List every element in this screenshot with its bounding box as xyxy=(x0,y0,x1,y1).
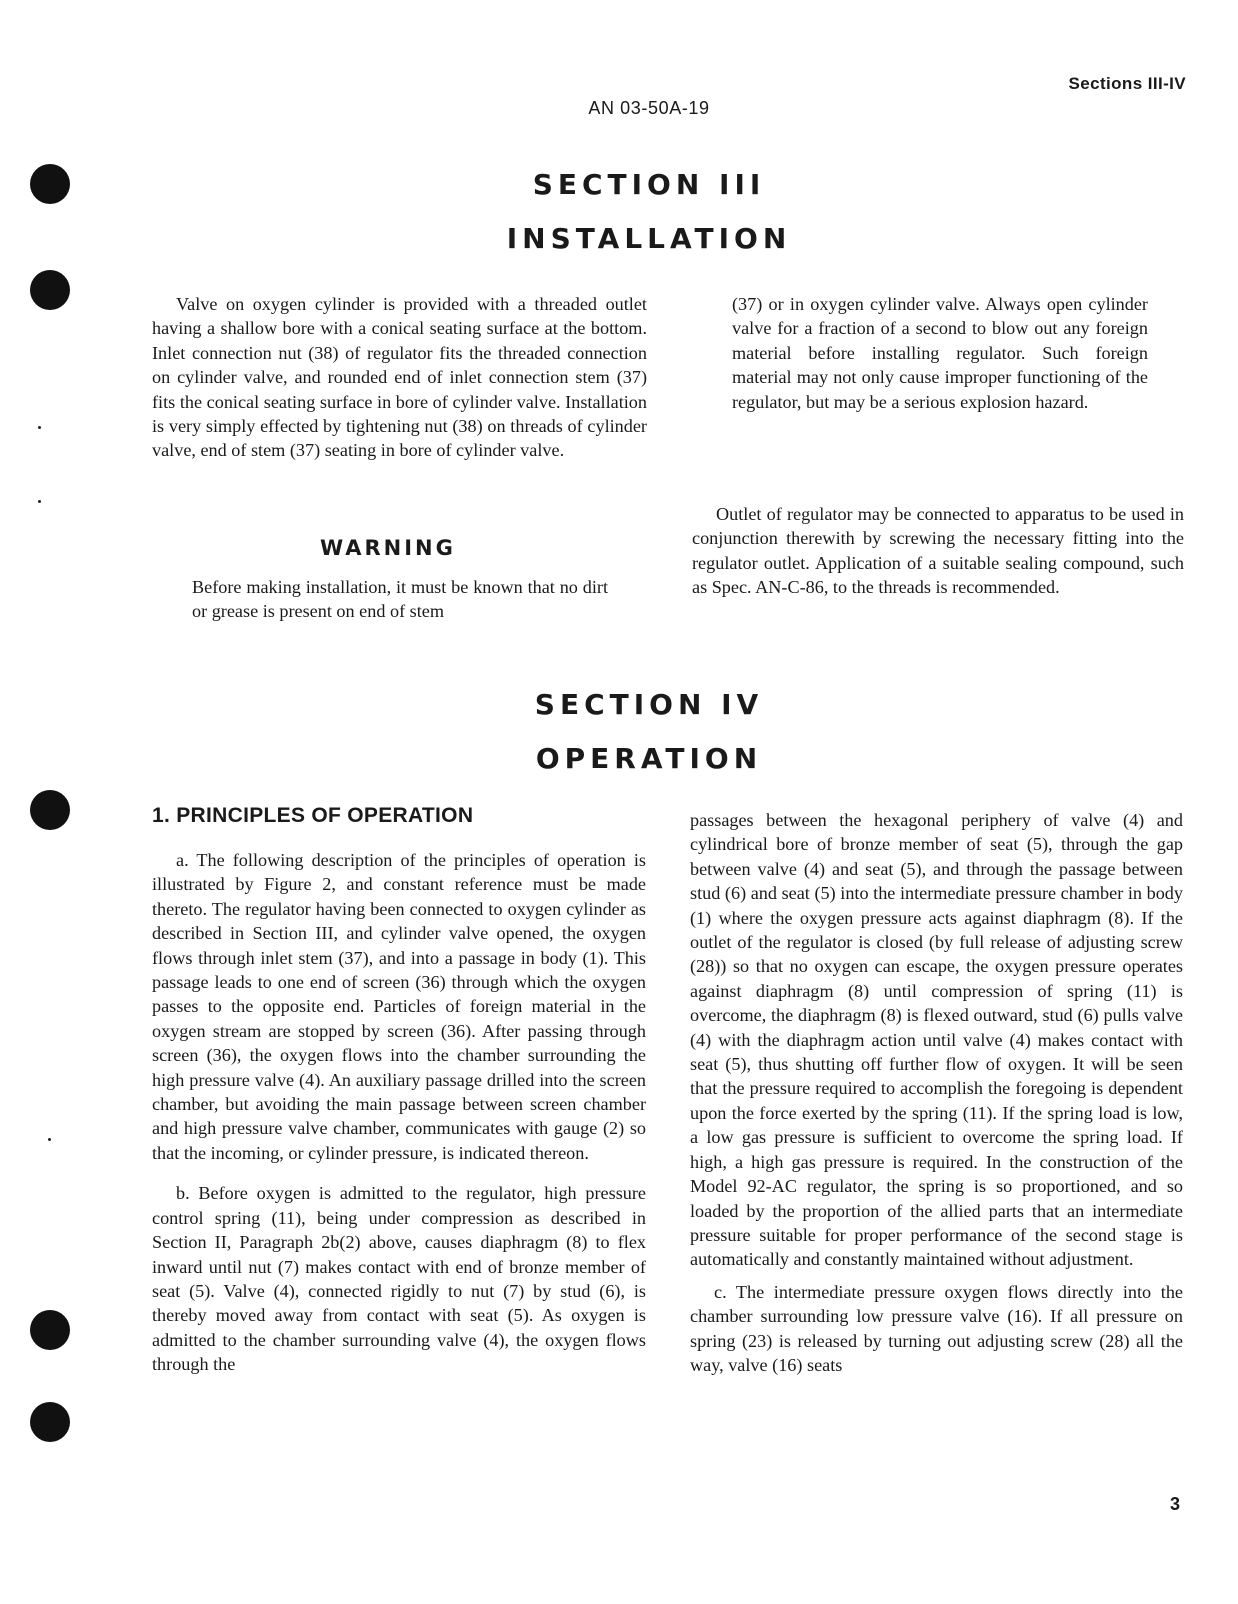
paragraph-a: a. The following description of the principles of operation is illustrated by Figure 2, and constant reference must be made thereto. The regulator having been connected to oxygen cylinder as described in Section III, and cylinder valve opened, the oxygen flows through inlet stem (37), and into a passage in body (1). This passage leads to one end of screen (36) through which the oxygen passes to the opposite end. Particles of foreign material in the oxygen stream are stopped by screen (36). After passing through screen (36), the oxygen flows into the chamber surrounding the high pressure valve (4). An auxiliary passage drilled into the screen chamber, but avoiding the main passage between screen chamber and high pressure valve chamber, communicates with gauge (2) so that the incoming, or cylinder pressure, is indicated thereon. xyxy=(152,850,646,1163)
section-4-title: SECTION IV xyxy=(534,688,764,721)
operation-right-column xyxy=(690,808,1183,1377)
document-number: AN 03-50A-19 xyxy=(588,98,710,118)
section-4-subtitle: OPERATION xyxy=(535,742,763,775)
subsection-heading: 1. PRINCIPLES OF OPERATION xyxy=(152,804,474,827)
binder-hole xyxy=(30,790,70,830)
paragraph-b: b. Before oxygen is admitted to the regulator, high pressure control spring (11), being under compression as described in Section II, Paragraph 2b(2) above, causes diaphragm (8) to flex inward until nut (7) makes contact with end of bronze member of seat (5). Valve (4), connected rigidly to nut (7) by stud (6), is thereby moved away from contact with seat (5). As oxygen is admitted to the chamber surrounding valve (4), the oxygen flows through the xyxy=(152,1183,646,1375)
paragraph-c: c. The intermediate pressure oxygen flows directly into the chamber surrounding low pressure valve (16). If all pressure on spring (23) is released by turning out adjusting screw (28) all the way, valve (16) seats xyxy=(690,1281,1183,1375)
speck xyxy=(48,1138,51,1141)
binder-hole xyxy=(30,270,70,310)
binder-hole xyxy=(30,1310,70,1350)
section-3-title: SECTION III xyxy=(532,168,766,201)
operation-left-column xyxy=(152,848,646,1377)
installation-paragraph: Valve on oxygen cylinder is provided with a threaded outlet having a shallow bore with a conical seating surface at the bottom. Inlet connection nut (38) of regulator fits the threaded connection on cylinder valve, and rounded end of inlet connection stem (37) fits the conical seating surface in bore of cylinder valve. Installation is very simply effected by tightening nut (38) on threads of cylinder valve, end of stem (37) seating in bore of cylinder valve. xyxy=(152,294,647,461)
section-3-subtitle: INSTALLATION xyxy=(506,222,792,255)
speck xyxy=(38,500,41,503)
warning-continuation: (37) or in oxygen cylinder valve. Always open cylinder valve for a fraction of a second to blow out any foreign material before installing regulator. Such foreign material may not only cause improper functioning of the regulator, but may be a serious explosion hazard. xyxy=(732,294,1148,412)
outlet-paragraph: Outlet of regulator may be connected to apparatus to be used in conjunction therewith by screwing the necessary fitting into the regulator outlet. Application of a suitable sealing compound, such as Spec. AN-C-86, to the threads is recommended. xyxy=(692,504,1184,598)
warning-text: Before making installation, it must be known that no dirt or grease is present on end of stem xyxy=(192,577,608,622)
sections-label: Sections III-IV xyxy=(1068,74,1186,93)
binder-hole xyxy=(30,1402,70,1442)
page-number: 3 xyxy=(1169,1494,1180,1514)
paragraph-b-continued: passages between the hexagonal periphery of valve (4) and cylindrical bore of bronze member of seat (5), through the gap between valve (4) and seat (5), and through the passage between stud (6) and seat (5) into the intermediate pressure chamber in body (1) where the oxygen pressure acts against diaphragm (8). If the outlet of the regulator is closed (by full release of adjusting screw (28)) so that no oxygen can escape, the oxygen pressure operates against diaphragm (8) until compression of spring (11) is overcome, the diaphragm (8) is flexed outward, stud (6) pulls valve (4) with the diaphragm action until valve (4) makes contact with seat (5), thus shutting off further flow of oxygen. It will be seen that the pressure required to accomplish the foregoing is dependent upon the force exerted by the spring (11). If the spring load is low, a low gas pressure is sufficient to overcome the spring load. If high, a high gas pressure is required. In the construction of the Model 92-AC regulator, the spring is so proportioned, and so loaded by the proportion of the allied parts that an intermediate pressure suitable for proper performance of the second stage is automatically and constantly maintained without adjustment. xyxy=(690,810,1183,1270)
warning-label: WARNING xyxy=(320,536,456,560)
speck xyxy=(38,426,41,429)
